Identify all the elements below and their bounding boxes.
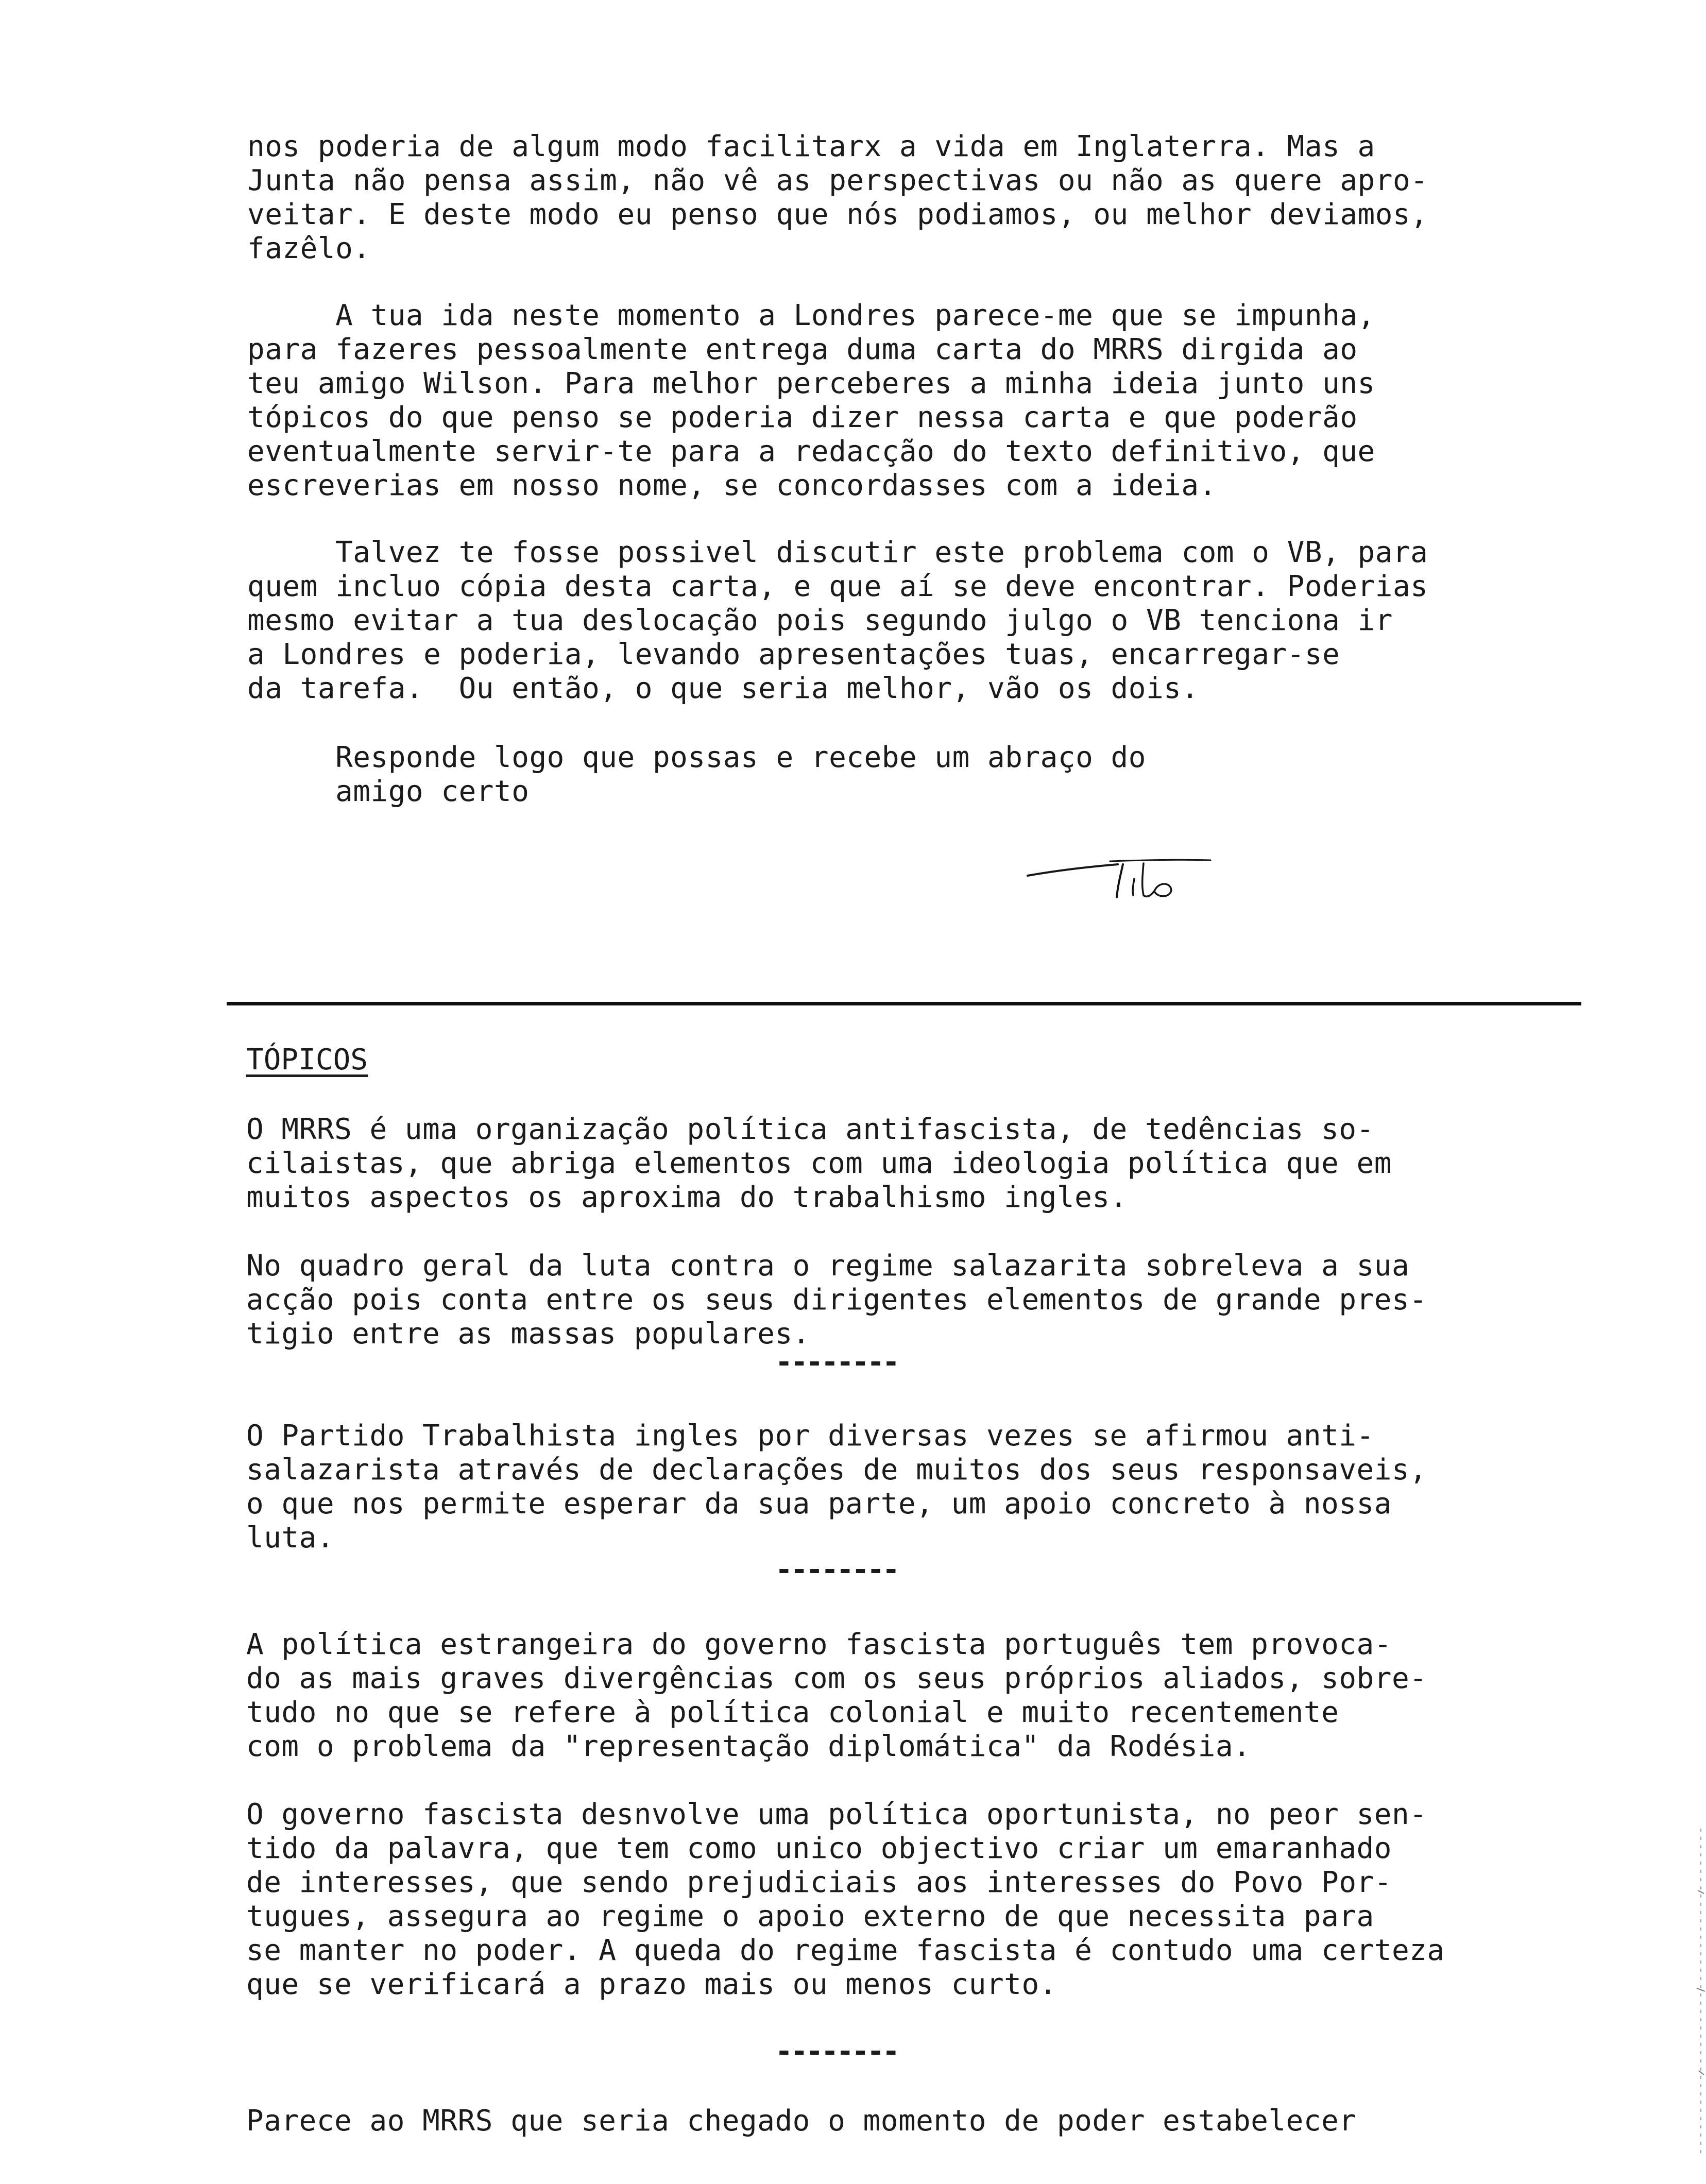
topic-item-4: A política estrangeira do governo fascista português tem provoca- do as mais graves divergências com os seus próprios aliados, sobre- tudo no que se refere à política colonial e muito recentemente com o problema da "representação diplomática" da Rodésia. [246,1628,1427,1763]
separator-3: -------- [775,2035,898,2068]
separator-1: -------- [775,1345,898,1379]
letter-closing: Responde logo que possas e recebe um abraço do amigo certo [335,741,1146,808]
separator-2: -------- [775,1553,898,1586]
topic-item-6: Parece ao MRRS que seria chegado o momento de poder estabelecer [246,2104,1357,2138]
letter-paragraph-2: A tua ida neste momento a Londres parece-me que se impunha, para fazeres pessoalmente entrega duma carta do MRRS dirgida ao teu amigo Wilson. Para melhor perceberes a minha ideia junto uns tópicos do que penso se poderia dizer nessa carta e que poderão eventualmente servir-te para a redacção do texto definitivo, que escreverias em nosso nome, se concordasses com a ideia. [247,299,1375,502]
topic-item-1: O MRRS é uma organização política antifascista, de tedências so- cilaistas, que abriga elementos com uma ideologia política que em muitos aspectos os aproxima do trabalhismo ingles. [246,1113,1392,1214]
section-divider [227,1002,1581,1005]
topic-item-5: O governo fascista desnvolve uma política oportunista, no peor sen- tido da palavra, que tem como unico objectivo criar um emaranhado de interesses, que sendo prejudiciais aos interesses do Povo Por- tugues, assegura ao regime o apoio externo de que necessita para se manter no poder. A queda do regime fascista é contudo uma certeza que se verificará a prazo mais ou menos curto. [246,1798,1445,2001]
letter-paragraph-3: Talvez te fosse possivel discutir este problema com o VB, para quem incluo cópia desta carta, e que aí se deve encontrar. Poderias mesmo evitar a tua deslocação pois segundo julgo o VB tenciona ir a Londres e poderia, levando apresentações tuas, encarregar-se da tarefa. Ou então, o que seria melhor, vão os dois. [247,536,1428,705]
topic-item-2: No quadro geral da luta contra o regime salazarita sobreleva a sua acção pois conta entre os seus dirigentes elementos de grande pres- tigio entre as massas populares. [246,1249,1427,1351]
letter-paragraph-1: nos poderia de algum modo facilitarx a vida em Inglaterra. Mas a Junta não pensa assim, não vê as perspectivas ou não as quere apro- veitar. E deste modo eu penso que nós podiamos, ou melhor deviamos, fazêlo. [247,130,1428,265]
handwritten-signature [1020,834,1216,917]
topic-item-3: O Partido Trabalhista ingles por diversas vezes se afirmou anti- salazarista através de declarações de muitos dos seus responsaveis, o que nos permite esperar da sua parte, um apoio concreto à nossa luta. [246,1419,1427,1555]
scan-edge-marks [1695,1829,1706,2158]
topics-heading: TÓPICOS [246,1043,368,1077]
